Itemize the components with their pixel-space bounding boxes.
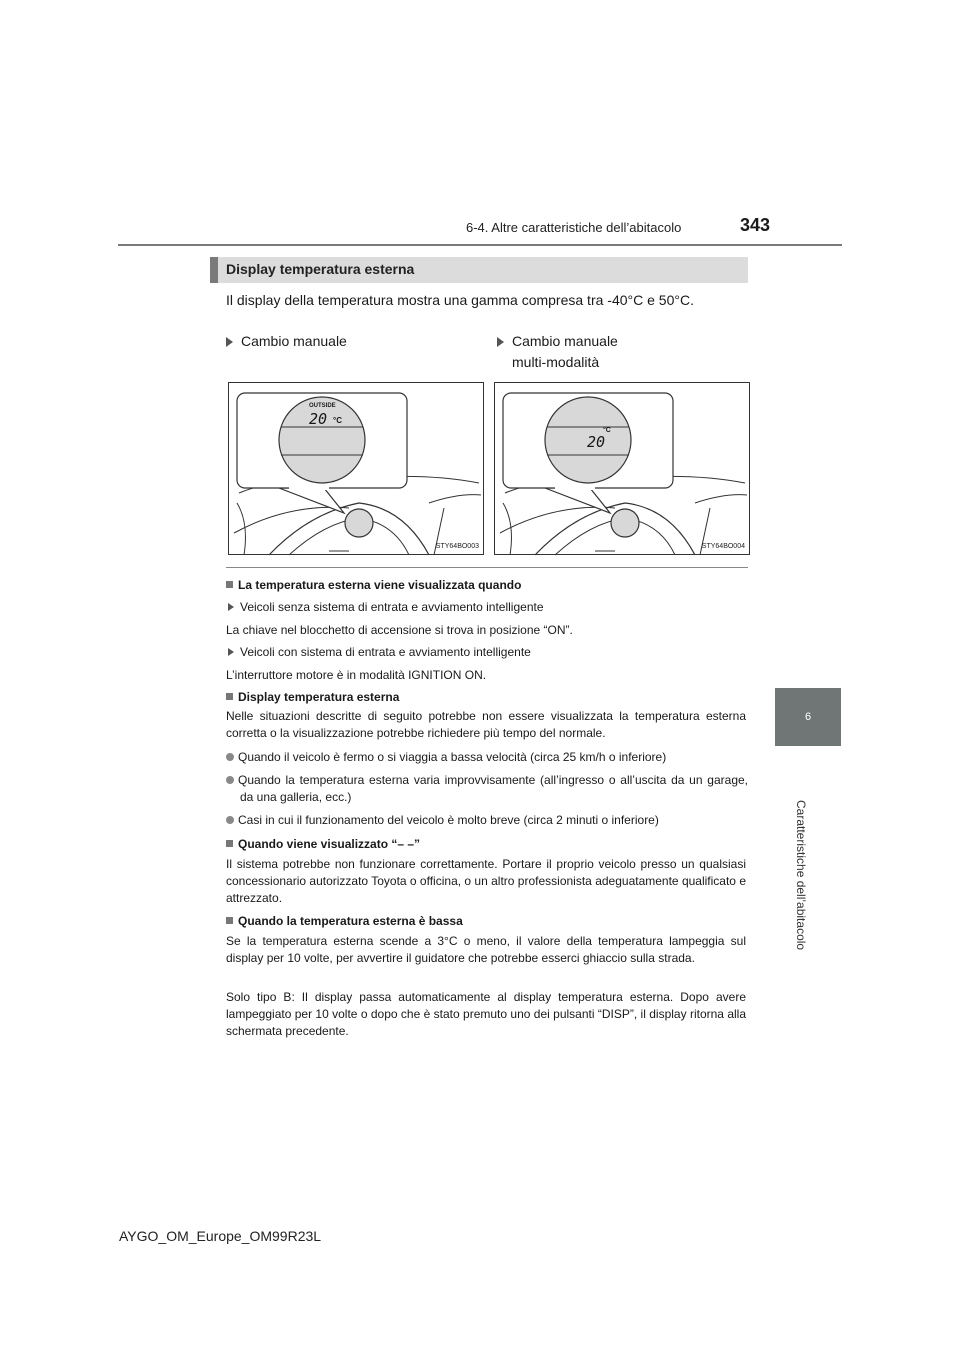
section-title-bar (210, 257, 748, 283)
chapter-tab[interactable]: 6 (775, 688, 841, 746)
triangle-bullet-icon (228, 648, 234, 656)
note-subitem (228, 644, 748, 661)
note-bullet-text: Casi in cui il funzionamento del veicolo è molto breve (circa 2 minuti o inferiore) (238, 813, 659, 827)
figure-caption-2-text: Cambio manuale (512, 333, 618, 349)
note-bullet-text: Quando la temperatura esterna varia improvvisamente (all’ingresso o all’uscita da un garage, da una galleria, ecc.) (238, 773, 748, 804)
note-text: L’interruttore motore è in modalità IGNITION ON. (226, 668, 487, 682)
note-bullet (226, 749, 748, 766)
figure-multimode-transmission (494, 382, 750, 555)
note-subitem-text: Veicoli senza sistema di entrata e avviamento intelligente (240, 600, 544, 614)
dashboard-illustration-2 (495, 383, 751, 556)
display-outside-label: OUTSIDE (309, 403, 336, 409)
figure-caption-2 (497, 331, 618, 373)
note-text: Il sistema potrebbe non funzionare correttamente. Portare il proprio veicolo presso un qualsiasi concessionario autorizzato Toyota o officina, o un altro professionista adeguatamente qualificato e attrezzato. (226, 857, 746, 905)
note-heading (226, 913, 746, 930)
display-temperature-unit: °C (603, 427, 611, 434)
note-bullet (226, 812, 748, 829)
display-temperature-value: 20 (587, 433, 606, 451)
note-text: La chiave nel blocchetto di accensione si trova in posizione “ON”. (226, 623, 573, 637)
triangle-bullet-icon (497, 337, 504, 347)
note-heading (226, 577, 746, 594)
triangle-bullet-icon (228, 603, 234, 611)
square-bullet-icon (226, 917, 233, 924)
triangle-bullet-icon (226, 337, 233, 347)
circle-bullet-icon (226, 816, 234, 824)
note-bullet (226, 772, 748, 806)
note-heading-text: La temperatura esterna viene visualizzata quando (238, 578, 522, 592)
chapter-label: Caratteristiche dell’abitacolo (794, 800, 808, 951)
note-heading-text: Display temperatura esterna (238, 690, 400, 704)
note-text: Solo tipo B: Il display passa automaticamente al display temperatura esterna. Dopo avere lampeggiato per 10 volte o dopo che è stato premuto uno dei pulsanti “DISP”, il display ritorna alla schermata precedente. (226, 990, 746, 1038)
section-intro: Il display della temperatura mostra una gamma compresa tra -40°C e 50°C. (226, 292, 694, 308)
square-bullet-icon (226, 693, 233, 700)
note-subitem (228, 599, 748, 616)
figure-caption-1-text: Cambio manuale (241, 333, 347, 349)
figure-caption-1 (226, 331, 347, 352)
header-divider (118, 244, 842, 246)
dashboard-illustration-1 (229, 383, 485, 556)
note-text: Nelle situazioni descritte di seguito potrebbe non essere visualizzata la temperatura esterna corretta o la visualizzazione potrebbe richiedere più tempo del normale. (226, 709, 746, 740)
square-bullet-icon (226, 840, 233, 847)
page-number: 343 (740, 215, 771, 235)
note-text: Se la temperatura esterna scende a 3°C o meno, il valore della temperatura lampeggia sul display per 10 volte, per avvertire il guidatore che potrebbe esserci ghiaccio sulla strada. (226, 934, 746, 965)
display-temperature-unit: °C (333, 416, 342, 425)
circle-bullet-icon (226, 753, 234, 761)
notes-divider (226, 567, 748, 568)
section-breadcrumb: 6-4. Altre caratteristiche dell’abitacolo (466, 220, 682, 235)
section-title: Display temperatura esterna (226, 261, 415, 277)
note-heading-text: Quando viene visualizzato “– –” (238, 837, 421, 851)
circle-bullet-icon (226, 776, 234, 784)
note-heading (226, 836, 746, 853)
figure-manual-transmission (228, 382, 484, 555)
figure-caption-2-text-line2: multi-modalità (512, 354, 600, 370)
display-temperature-value: 20 (309, 410, 328, 428)
figure-code: STY64BO004 (701, 543, 745, 550)
note-heading (226, 689, 746, 706)
note-bullet-text: Quando il veicolo è fermo o si viaggia a bassa velocità (circa 25 km/h o inferiore) (238, 750, 667, 764)
figure-code: STY64BO003 (435, 543, 479, 550)
footer-doc-id: AYGO_OM_Europe_OM99R23L (119, 1228, 322, 1244)
square-bullet-icon (226, 581, 233, 588)
note-subitem-text: Veicoli con sistema di entrata e avviamento intelligente (240, 645, 531, 659)
note-heading-text: Quando la temperatura esterna è bassa (238, 914, 463, 928)
